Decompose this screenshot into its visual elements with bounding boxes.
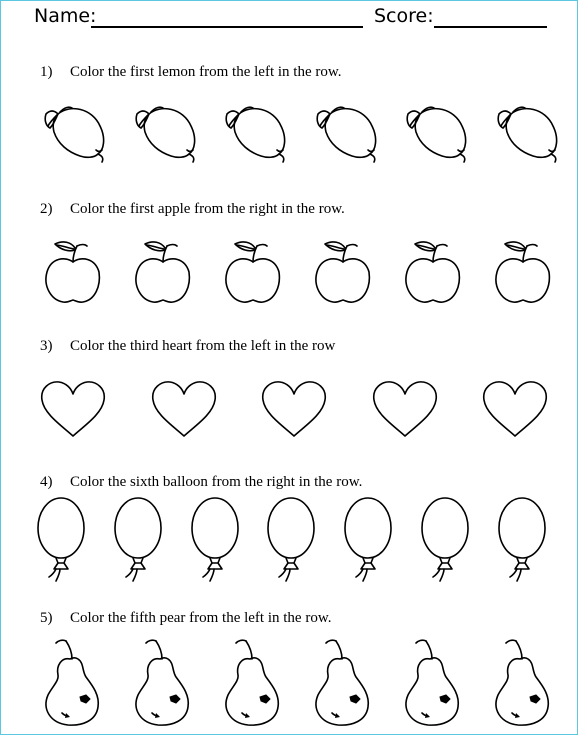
pear-icon[interactable] bbox=[490, 637, 552, 727]
question-4-number: 4) bbox=[40, 474, 53, 490]
question-2 bbox=[40, 201, 345, 218]
question-5-text: Color the fifth pear from the left in the row. bbox=[70, 610, 332, 626]
balloon-icon[interactable] bbox=[113, 497, 163, 583]
pear-icon[interactable] bbox=[310, 637, 372, 727]
balloon-icon[interactable] bbox=[343, 497, 393, 583]
question-5 bbox=[40, 610, 331, 627]
question-1-number: 1) bbox=[40, 64, 53, 80]
lemon-icon[interactable] bbox=[402, 100, 472, 162]
apple-icon[interactable] bbox=[133, 238, 193, 304]
balloon-icon[interactable] bbox=[420, 497, 470, 583]
lemon-icon[interactable] bbox=[40, 100, 110, 162]
heart-icon[interactable] bbox=[151, 380, 217, 438]
name-label: Name: bbox=[34, 5, 97, 27]
apple-icon[interactable] bbox=[43, 238, 103, 304]
lemon-icon[interactable] bbox=[221, 100, 291, 162]
question-1 bbox=[40, 64, 341, 81]
pear-icon[interactable] bbox=[130, 637, 192, 727]
question-4 bbox=[40, 474, 362, 491]
lemon-icon[interactable] bbox=[131, 100, 201, 162]
balloon-icon[interactable] bbox=[266, 497, 316, 583]
question-3-text: Color the third heart from the left in the row bbox=[70, 338, 336, 354]
score-label: Score: bbox=[374, 5, 434, 27]
name-blank[interactable] bbox=[91, 26, 363, 28]
score-blank[interactable] bbox=[434, 26, 547, 28]
heart-icon[interactable] bbox=[482, 380, 548, 438]
question-1-text: Color the first lemon from the left in the row. bbox=[70, 64, 342, 80]
question-4-text: Color the sixth balloon from the right in the row. bbox=[70, 474, 363, 490]
heart-icon[interactable] bbox=[40, 380, 106, 438]
pear-icon[interactable] bbox=[400, 637, 462, 727]
apple-icon[interactable] bbox=[223, 238, 283, 304]
question-2-number: 2) bbox=[40, 201, 53, 217]
apple-icon[interactable] bbox=[403, 238, 463, 304]
balloon-icon[interactable] bbox=[497, 497, 547, 583]
balloon-icon[interactable] bbox=[190, 497, 240, 583]
worksheet-header bbox=[0, 0, 578, 40]
apple-icon[interactable] bbox=[313, 238, 373, 304]
question-3 bbox=[40, 338, 335, 355]
apple-icon[interactable] bbox=[493, 238, 553, 304]
pear-icon[interactable] bbox=[40, 637, 102, 727]
balloon-icon[interactable] bbox=[36, 497, 86, 583]
lemon-icon[interactable] bbox=[312, 100, 382, 162]
question-2-text: Color the first apple from the right in the row. bbox=[70, 201, 345, 217]
pear-icon[interactable] bbox=[220, 637, 282, 727]
heart-icon[interactable] bbox=[261, 380, 327, 438]
lemon-icon[interactable] bbox=[493, 100, 563, 162]
heart-icon[interactable] bbox=[372, 380, 438, 438]
question-3-number: 3) bbox=[40, 338, 53, 354]
question-5-number: 5) bbox=[40, 610, 53, 626]
